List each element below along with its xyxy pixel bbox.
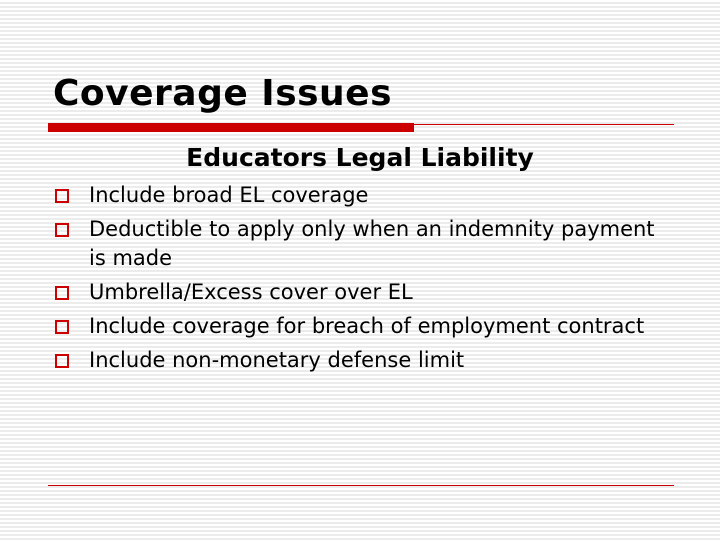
- bullet-item: [53, 215, 673, 273]
- hollow-square-bullet-icon: [55, 354, 69, 368]
- bullet-item: [53, 181, 673, 210]
- hollow-square-bullet-icon: [55, 189, 69, 203]
- hollow-square-bullet-icon: [55, 223, 69, 237]
- title-underline-bar: [48, 123, 414, 132]
- bullet-item: [53, 346, 673, 375]
- slide-subtitle: [0, 142, 720, 174]
- subtitle-text: Educators Legal Liability: [186, 143, 534, 172]
- footer-divider-line: [48, 485, 674, 486]
- bullet-list: [53, 181, 673, 380]
- hollow-square-bullet-icon: [55, 286, 69, 300]
- bullet-text: Include broad EL coverage: [89, 183, 369, 207]
- bullet-text: Umbrella/Excess cover over EL: [89, 280, 413, 304]
- bullet-text: Include non-monetary defense limit: [89, 348, 465, 372]
- bullet-text: Include coverage for breach of employment contract: [89, 314, 645, 338]
- bullet-item: [53, 278, 673, 307]
- bullet-text: Deductible to apply only when an indemnity payment is made: [89, 217, 655, 270]
- slide-title: Coverage Issues: [53, 73, 393, 114]
- hollow-square-bullet-icon: [55, 320, 69, 334]
- title-divider-line: [414, 124, 674, 125]
- bullet-item: [53, 312, 673, 341]
